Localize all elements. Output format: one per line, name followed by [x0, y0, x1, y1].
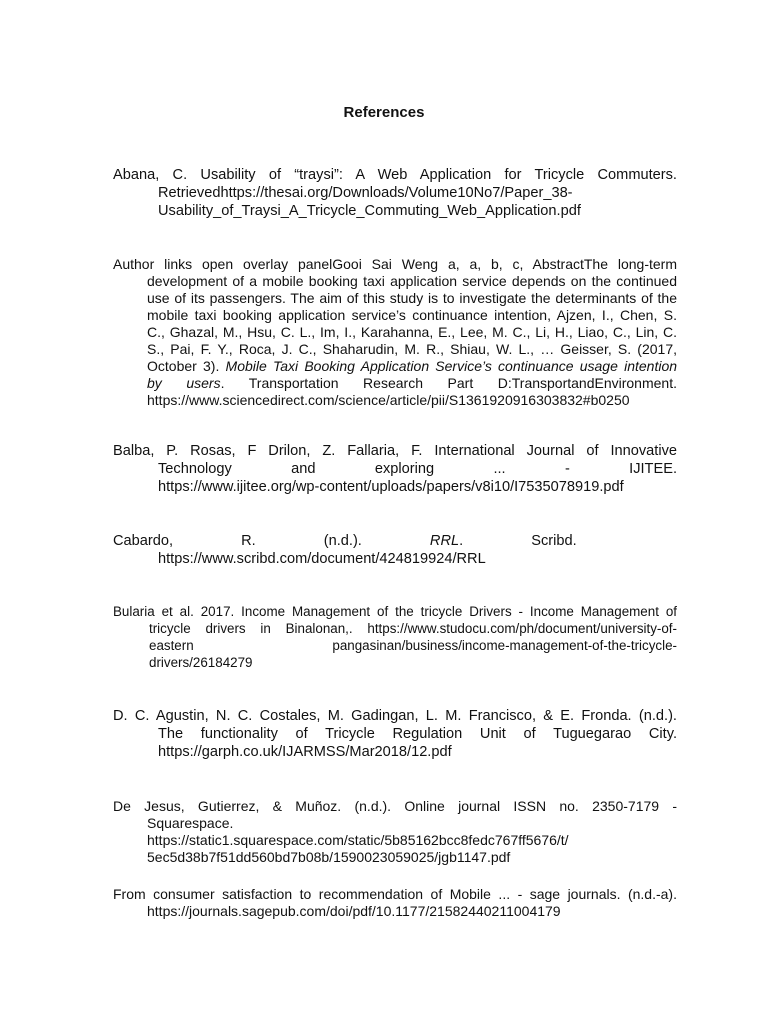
- reference-cabardo: [113, 532, 677, 568]
- reference-line: [113, 375, 677, 392]
- reference-line: https://www.scribd.com/document/424819924/RRL: [158, 551, 486, 567]
- reference-line: The functionality of Tricycle Regulation Unit of Tuguegarao City.: [158, 726, 677, 742]
- reference-line: S., Pai, F. Y., Roca, J. C., Shaharudin, M. R., Shiau, W. L., … Geisser, S. (2017,: [147, 341, 677, 357]
- reference-weng: [113, 256, 677, 409]
- reference-line: De Jesus, Gutierrez, & Muñoz. (n.d.). Online journal ISSN no. 2350-7179 -: [113, 798, 677, 814]
- reference-line: Abana, C. Usability of “traysi”: A Web Application for Tricycle Commuters.: [113, 167, 677, 183]
- reference-balba: [113, 442, 677, 496]
- reference-line: development of a mobile booking taxi application service depends on the continued: [147, 273, 677, 289]
- reference-sage: [113, 886, 677, 920]
- reference-line: D. C. Agustin, N. C. Costales, M. Gadingan, L. M. Francisco, & E. Fronda. (n.d.).: [113, 708, 677, 724]
- reference-line: https://garph.co.uk/IJARMSS/Mar2018/12.pdf: [158, 744, 452, 760]
- reference-title: RRL: [429, 533, 460, 549]
- reference-line: use of its passengers. The aim of this study is to investigate the determinants of the: [147, 290, 677, 306]
- reference-line: https://www.sciencedirect.com/science/article/pii/S1361920916303832#b0250: [147, 392, 630, 408]
- reference-line: tricycle drivers in Binalonan,. https://www.studocu.com/ph/document/university-of-: [149, 621, 677, 636]
- reference-line: [113, 358, 677, 375]
- reference-line: mobile taxi booking application service’s continuance intention, Ajzen, I., Chen, S.: [147, 307, 677, 323]
- reference-line: Balba, P. Rosas, F Drilon, Z. Fallaria, F. International Journal of Innovative: [113, 443, 677, 459]
- reference-line: Usability_of_Traysi_A_Tricycle_Commuting_Web_Application.pdf: [158, 203, 581, 219]
- reference-text: . Scribd.: [459, 533, 577, 549]
- reference-title: by users: [147, 375, 221, 391]
- reference-agustin: [113, 707, 677, 761]
- reference-line: Technology and exploring ... - IJITEE.: [158, 461, 677, 477]
- reference-abana: [113, 166, 677, 220]
- reference-line: drivers/26184279: [149, 655, 253, 670]
- reference-line: C., Ghazal, M., Hsu, C. L., Im, I., Karahanna, E., Lee, M. C., Li, H., Liao, C., Lin, C.: [147, 324, 677, 340]
- page-title: References: [343, 104, 425, 121]
- reference-line: Author links open overlay panelGooi Sai Weng a, a, b, c, AbstractThe long-term: [113, 256, 677, 272]
- reference-line: Bularia et al. 2017. Income Management of the tricycle Drivers - Income Management of: [113, 604, 677, 619]
- reference-line: eastern pangasinan/business/income-management-of-the-tricycle-: [149, 638, 677, 653]
- reference-text: October 3).: [147, 358, 226, 374]
- reference-line: Retrievedhttps://thesai.org/Downloads/Volume10No7/Paper_38-: [158, 185, 573, 201]
- reference-line: https://journals.sagepub.com/doi/pdf/10.1177/21582440211004179: [147, 903, 561, 919]
- reference-line: From consumer satisfaction to recommendation of Mobile ... - sage journals. (n.d.-a).: [113, 886, 677, 902]
- reference-line: 5ec5d38b7f51dd560bd7b08b/1590023059025/jgb1147.pdf: [147, 849, 511, 865]
- reference-text: Cabardo, R. (n.d.).: [113, 533, 430, 549]
- reference-bularia: [113, 603, 677, 671]
- reference-line: [113, 532, 677, 550]
- reference-title: Mobile Taxi Booking Application Service’s continuance usage intention: [225, 358, 677, 374]
- reference-text: . Transportation Research Part D:TransportandEnvironment.: [220, 375, 677, 391]
- reference-dejesus: [113, 798, 677, 866]
- reference-line: Squarespace.: [147, 815, 234, 831]
- reference-line: https://static1.squarespace.com/static/5b85162bcc8fedc767ff5676/t/: [147, 832, 569, 848]
- reference-line: https://www.ijitee.org/wp-content/uploads/papers/v8i10/I7535078919.pdf: [158, 479, 624, 495]
